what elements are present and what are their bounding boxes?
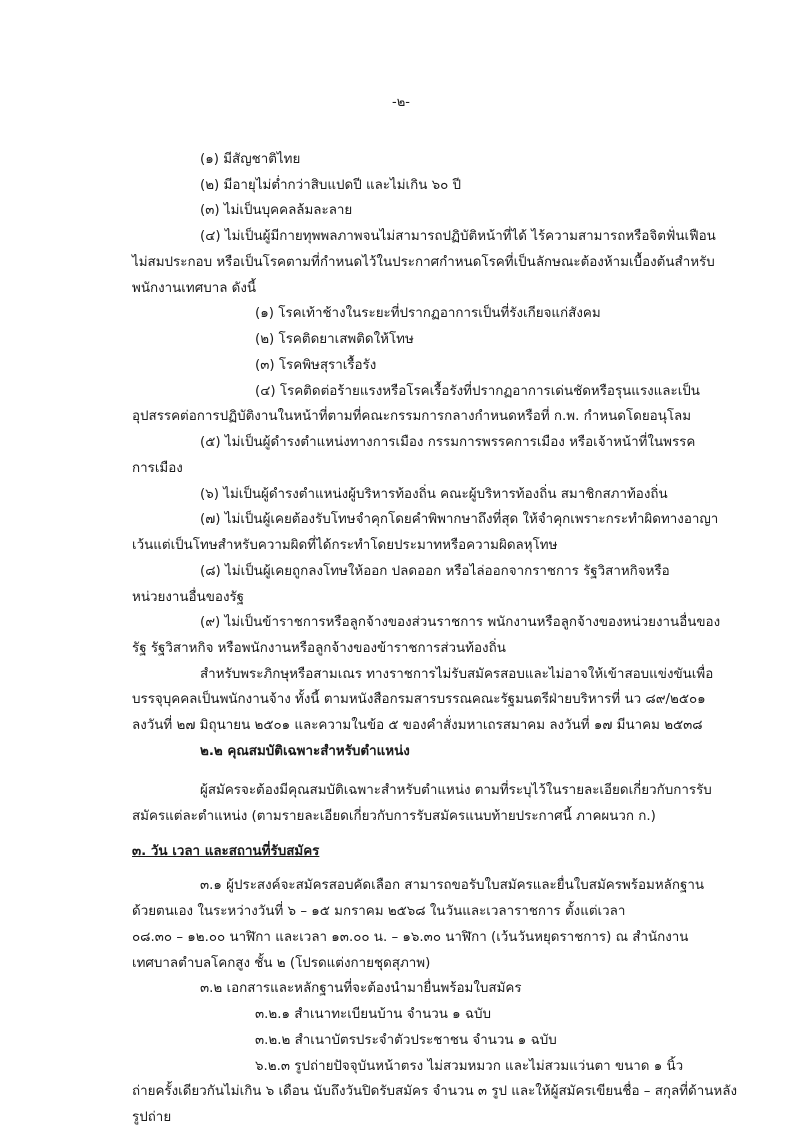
text-line: ๓.๑ ผู้ประสงค์จะสมัครสอบคัดเลือก สามารถขอรับใบสมัครและยื่นใบสมัครพร้อมหลักฐาน [200,878,705,893]
text-line: ๐๘.๓๐ – ๑๒.๐๐ นาฬิกา และเวลา ๑๓.๐๐ น. – ๑๖.๓๐ นาฬิกา (เว้นวันหยุดราชการ) ณ สำนักงาน [132,930,689,945]
text-line: (๒) โรคติดยาเสพติดให้โทษ [255,332,414,347]
text-line: การเมือง [132,461,183,476]
text-line: (๔) ไม่เป็นผู้มีกายทุพพลภาพจนไม่สามารถปฏิบัติหน้าที่ได้ ไร้ความสามารถหรือจิตฟั่นเฟือน [200,229,716,244]
text-line: เว้นแต่เป็นโทษสำหรับความผิดที่ได้กระทำโดยประมาทหรือความผิดลหุโทษ [132,538,558,553]
text-line: ๖.๒.๓ รูปถ่ายปัจจุบันหน้าตรง ไม่สวมหมวก และไม่สวมแว่นตา ขนาด ๑ นิ้ว [255,1059,684,1074]
text-line: ๓.๒ เอกสารและหลักฐานที่จะต้องนำมายื่นพร้อมใบสมัคร [200,981,522,996]
text-line: รูปถ่าย [132,1110,172,1125]
text-line: สำหรับพระภิกษุหรือสามเณร ทางราชการไม่รับสมัครสอบและไม่อาจให้เข้าสอบแข่งขันเพื่อ [200,667,714,682]
text-line: (๗) ไม่เป็นผู้เคยต้องรับโทษจำคุกโดยคำพิพากษาถึงที่สุด ให้จำคุกเพราะกระทำผิดทางอาญา [200,512,719,527]
text-line: (๘) ไม่เป็นผู้เคยถูกลงโทษให้ออก ปลดออก หรือไล่ออกจากราชการ รัฐวิสาหกิจหรือ [200,564,670,579]
text-line: ๓. วัน เวลา และสถานที่รับสมัคร [132,844,320,859]
text-line: (๕) ไม่เป็นผู้ดำรงตำแหน่งทางการเมือง กรรมการพรรคการเมือง หรือเจ้าหน้าที่ในพรรค [200,435,696,450]
text-line: (๔) โรคติดต่อร้ายแรงหรือโรคเรื้อรังที่ปรากฏอาการเด่นชัดหรือรุนแรงและเป็น [255,384,700,399]
text-line: ลงวันที่ ๒๗ มิถุนายน ๒๕๐๑ และความในข้อ ๕ ของคำสั่งมหาเถรสมาคม ลงวันที่ ๑๗ มีนาคม ๒๕๓๘ [132,718,703,733]
text-line: ๒.๒ คุณสมบัติเฉพาะสำหรับตำแหน่ง [200,744,410,759]
text-line: อุปสรรคต่อการปฏิบัติงานในหน้าที่ตามที่คณะกรรมการกลางกำหนดหรือที่ ก.พ. กำหนดโดยอนุโลม [132,409,692,424]
text-line: เทศบาลตำบลโคกสูง ชั้น ๒ (โปรดแต่งกายชุดสุภาพ) [132,956,431,971]
text-line: ด้วยตนเอง ในระหว่างวันที่ ๖ – ๑๕ มกราคม ๒๕๖๘ ในวันและเวลาราชการ ตั้งแต่เวลา [132,904,626,919]
text-line: สมัครแต่ละตำแหน่ง (ตามรายละเอียดเกี่ยวกับการรับสมัครแนบท้ายประกาศนี้ ภาคผนวก ก.) [132,809,656,824]
text-line: (๓) ไม่เป็นบุคคลล้มละลาย [200,203,353,218]
text-line: หน่วยงานอื่นของรัฐ [132,590,245,605]
text-line: บรรจุบุคคลเป็นพนักงานจ้าง ทั้งนี้ ตามหนังสือกรมสารบรรณคณะรัฐมนตรีฝ่ายบริหารที่ นว ๘๙/๒๕๐๑ [132,692,706,707]
text-line: รัฐ รัฐวิสาหกิจ หรือพนักงานหรือลูกจ้างของข้าราชการส่วนท้องถิ่น [132,641,506,656]
text-line: พนักงานเทศบาล ดังนี้ [132,281,257,296]
text-line: (๑) โรคเท้าช้างในระยะที่ปรากฏอาการเป็นที่รังเกียจแก่สังคม [255,306,601,321]
text-line: (๖) ไม่เป็นผู้ดำรงตำแหน่งผู้บริหารท้องถิ่น คณะผู้บริหารท้องถิ่น สมาชิกสภาท้องถิ่น [200,487,668,502]
text-line: ผู้สมัครจะต้องมีคุณสมบัติเฉพาะสำหรับตำแหน่ง ตามที่ระบุไว้ในรายละเอียดเกี่ยวกับการรับ [200,783,712,798]
text-line: ๓.๒.๒ สำเนาบัตรประจำตัวประชาชน จำนวน ๑ ฉบับ [255,1033,557,1048]
text-line: (๙) ไม่เป็นข้าราชการหรือลูกจ้างของส่วนราชการ พนักงานหรือลูกจ้างของหน่วยงานอื่นของ [200,615,721,630]
text-line: (๒) มีอายุไม่ต่ำกว่าสิบแปดปี และไม่เกิน ๖๐ ปี [200,178,462,193]
text-line: ถ่ายครั้งเดียวกันไม่เกิน ๖ เดือน นับถึงวันปิดรับสมัคร จำนวน ๓ รูป และให้ผู้สมัครเขียนชื่อ – สกุลที่ด้านหลัง [132,1084,737,1099]
page-number: -๒- [392,95,410,110]
text-line: (๓) โรคพิษสุราเรื้อรัง [255,358,377,373]
text-line: (๑) มีสัญชาติไทย [200,152,301,167]
text-line: ๓.๒.๑ สำเนาทะเบียนบ้าน จำนวน ๑ ฉบับ [255,1007,492,1022]
text-line: ไม่สมประกอบ หรือเป็นโรคตามที่กำหนดไว้ในประกาศกำหนดโรคที่เป็นลักษณะต้องห้ามเบื้องต้นสำหรับ [132,255,715,270]
